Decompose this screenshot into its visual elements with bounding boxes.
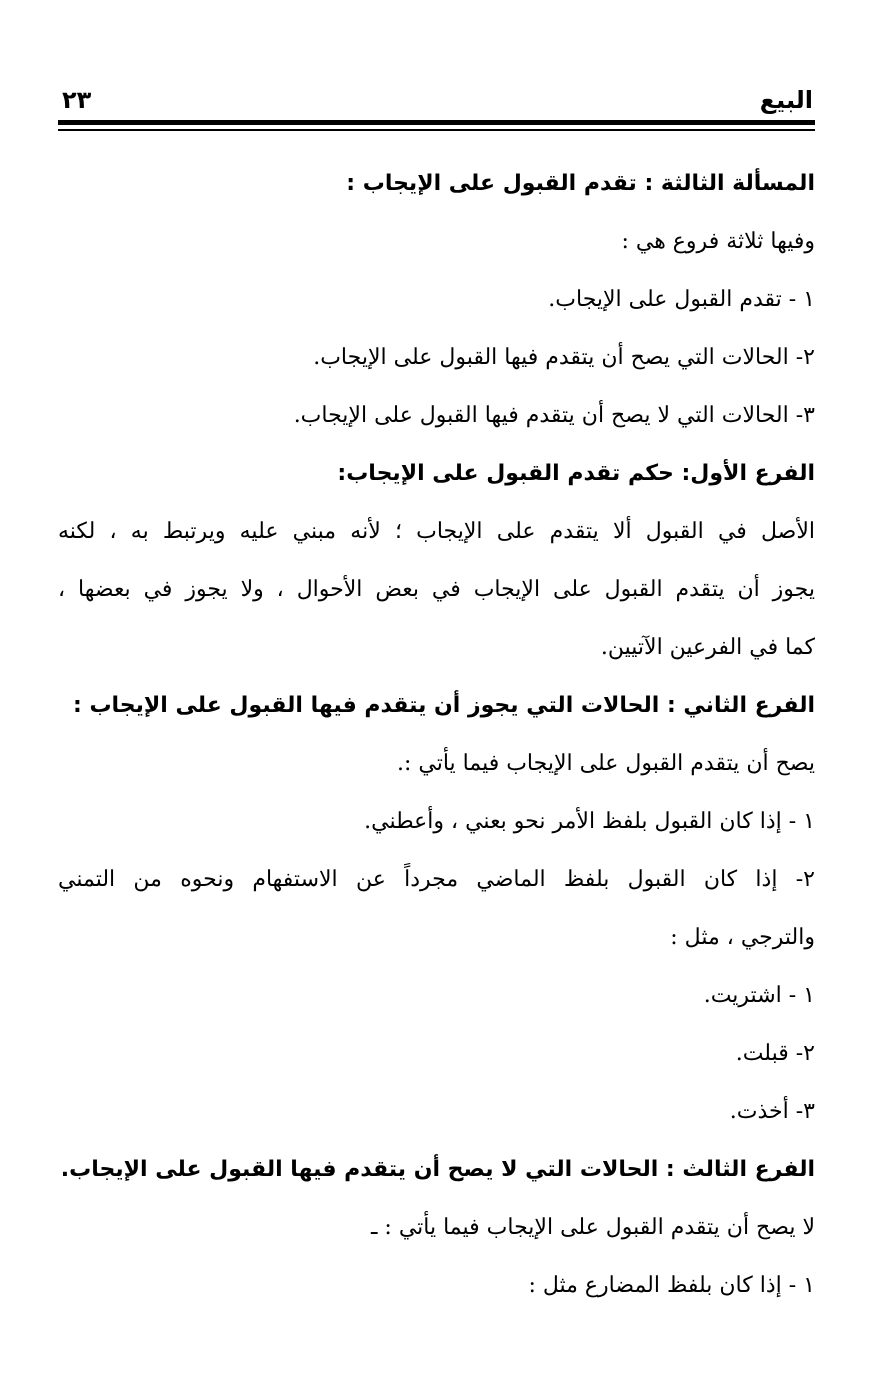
list-item: ٣- أخذت. xyxy=(729,1099,815,1124)
subsection-heading: الفرع الثالث : الحالات التي لا يصح أن يتقدم فيها القبول على الإيجاب. xyxy=(60,1157,815,1182)
list-item: ١ - تقدم القبول على الإيجاب. xyxy=(548,287,815,312)
running-title: البيع xyxy=(759,86,813,114)
section-heading: المسألة الثالثة : تقدم القبول على الإيجاب : xyxy=(346,171,815,196)
list-item: ٣- الحالات التي لا يصح أن يتقدم فيها القبول على الإيجاب. xyxy=(293,403,815,428)
list-item: ٢- الحالات التي يصح أن يتقدم فيها القبول على الإيجاب. xyxy=(313,345,815,370)
paragraph-line: الأصل في القبول ألا يتقدم على الإيجاب ؛ لأنه مبني عليه ويرتبط به ، لكنه xyxy=(58,519,815,544)
subsection-heading: الفرع الثاني : الحالات التي يجوز أن يتقدم فيها القبول على الإيجاب : xyxy=(72,693,815,718)
paragraph-line: يصح أن يتقدم القبول على الإيجاب فيما يأتي :. xyxy=(396,751,815,776)
paragraph-line: وفيها ثلاثة فروع هي : xyxy=(621,229,815,254)
header-rule-thin xyxy=(58,129,815,131)
list-item: ١ - إذا كان بلفظ المضارع مثل : xyxy=(528,1273,815,1298)
page-body xyxy=(58,155,815,1315)
page-header xyxy=(58,86,815,120)
paragraph-line: والترجي ، مثل : xyxy=(670,925,815,950)
header-rule-thick xyxy=(58,120,815,125)
list-item: ٢- إذا كان القبول بلفظ الماضي مجرداً عن الاستفهام ونحوه من التمني xyxy=(58,867,815,892)
list-item: ١ - إذا كان القبول بلفظ الأمر نحو بعني ، وأعطني. xyxy=(364,809,815,834)
paragraph-line: كما في الفرعين الآتيين. xyxy=(600,635,815,660)
list-item: ٢- قبلت. xyxy=(735,1041,815,1066)
paragraph-line: لا يصح أن يتقدم القبول على الإيجاب فيما يأتي : ـ xyxy=(370,1215,815,1240)
list-item: ١ - اشتريت. xyxy=(703,983,815,1008)
paragraph-line: يجوز أن يتقدم القبول على الإيجاب في بعض الأحوال ، ولا يجوز في بعضها ، xyxy=(58,577,815,602)
subsection-heading: الفرع الأول: حكم تقدم القبول على الإيجاب: xyxy=(337,461,815,486)
page-number: ٢٣ xyxy=(62,86,92,114)
